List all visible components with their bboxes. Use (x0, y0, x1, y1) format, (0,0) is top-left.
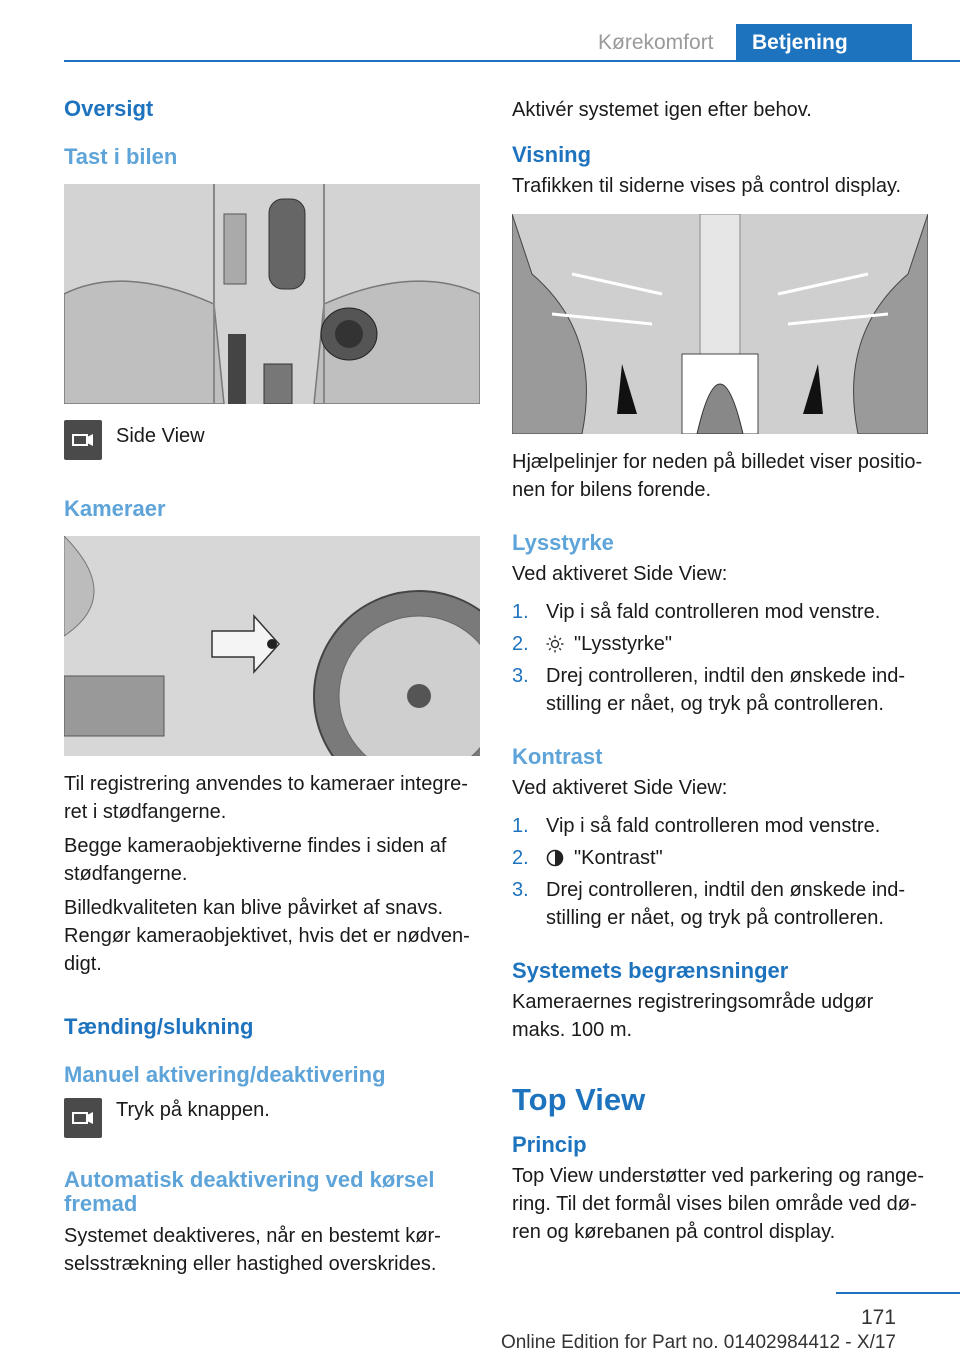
list-item (512, 812, 928, 840)
side-view-key (64, 420, 480, 460)
auto-deactivation-text: Systemet deaktiveres, når en bestemt kør-selsstrækning eller hastighed overskrides. (64, 1225, 441, 1275)
contrast-icon (546, 844, 574, 872)
cameras-paragraph-3: Billedkvaliteten kan blive påvirket af snavs. Rengør kameraobjektivet, hvis det er nødven-digt. (64, 897, 470, 975)
brightness-intro: Ved aktiveret Side View: (512, 563, 728, 585)
display-text: Trafikken til siderne vises på control display. (512, 175, 902, 197)
step-text: Drej controlleren, indtil den ønskede ind-stilling er nået, og tryk på controlleren. (546, 879, 906, 929)
edition-line: Online Edition for Part no. 01402984412 - X/17 (500, 1332, 896, 1353)
side-view-label: Side View (116, 425, 205, 447)
right-column (512, 96, 928, 1246)
side-view-display-figure (512, 214, 928, 434)
step-number: 1. (512, 601, 529, 623)
list-item (512, 662, 928, 718)
cameras-heading: Kameraer (64, 496, 166, 521)
step-text: Vip i så fald controlleren mod venstre. (546, 601, 881, 623)
onoff-heading: Tænding/slukning (64, 1014, 254, 1039)
header-section: Kørekomfort (598, 31, 714, 54)
side-view-button-icon[interactable] (64, 420, 102, 460)
brightness-icon (546, 630, 574, 658)
display-heading: Visning (512, 142, 592, 167)
page-number: 171 (860, 1306, 896, 1329)
overview-heading: Oversigt (64, 96, 154, 121)
top-view-heading: Top View (512, 1082, 646, 1117)
header-chapter: Betjening (736, 24, 912, 62)
manual-heading: Manuel aktivering/deaktivering (64, 1062, 386, 1087)
brightness-heading: Lysstyrke (512, 530, 614, 555)
left-column (64, 96, 480, 1278)
car-interior-figure (64, 184, 480, 404)
principle-heading: Princip (512, 1132, 587, 1157)
contrast-steps (512, 812, 928, 932)
reactivate-text: Aktivér systemet igen efter behov. (512, 99, 812, 121)
limits-heading: Systemets begrænsninger (512, 958, 789, 983)
limits-text: Kameraernes registreringsområde udgør maks. 100 m. (512, 991, 874, 1041)
bumper-camera-figure (64, 536, 480, 756)
manual-key (64, 1098, 480, 1138)
guidelines-text: Hjælpelinjer for neden på billedet viser positio-nen for bilens forende. (512, 451, 923, 501)
list-item (512, 876, 928, 932)
side-view-button-icon[interactable] (64, 1098, 102, 1138)
step-number: 3. (512, 879, 529, 901)
page-footer (0, 1292, 960, 1362)
contrast-heading: Kontrast (512, 744, 603, 769)
step-text: Vip i så fald controlleren mod venstre. (546, 815, 881, 837)
brightness-steps (512, 598, 928, 718)
list-item (512, 598, 928, 626)
list-item (512, 630, 928, 658)
step-number: 3. (512, 665, 529, 687)
step-number: 2. (512, 633, 529, 655)
step-number: 1. (512, 815, 529, 837)
page-header (0, 24, 960, 62)
step-text: "Lysstyrke" (574, 633, 672, 655)
manual-text: Tryk på knappen. (116, 1099, 270, 1121)
step-text: Drej controlleren, indtil den ønskede ind-stilling er nået, og tryk på controlleren. (546, 665, 906, 715)
header-rule (64, 60, 960, 62)
step-text: "Kontrast" (574, 847, 663, 869)
button-heading: Tast i bilen (64, 144, 178, 169)
cameras-paragraph-1: Til registrering anvendes to kameraer integre-ret i stødfangerne. (64, 773, 468, 823)
contrast-intro: Ved aktiveret Side View: (512, 777, 728, 799)
footer-rule (836, 1292, 960, 1294)
principle-text: Top View understøtter ved parkering og range-ring. Til det formål vises bilen område ved dø-ren og kørebanen på control display. (512, 1165, 925, 1243)
step-number: 2. (512, 847, 529, 869)
cameras-paragraph-2: Begge kameraobjektiverne findes i siden af stødfangerne. (64, 835, 447, 885)
auto-deactivation-heading: Automatisk deaktivering ved kørsel fremad (64, 1167, 435, 1216)
list-item (512, 844, 928, 872)
